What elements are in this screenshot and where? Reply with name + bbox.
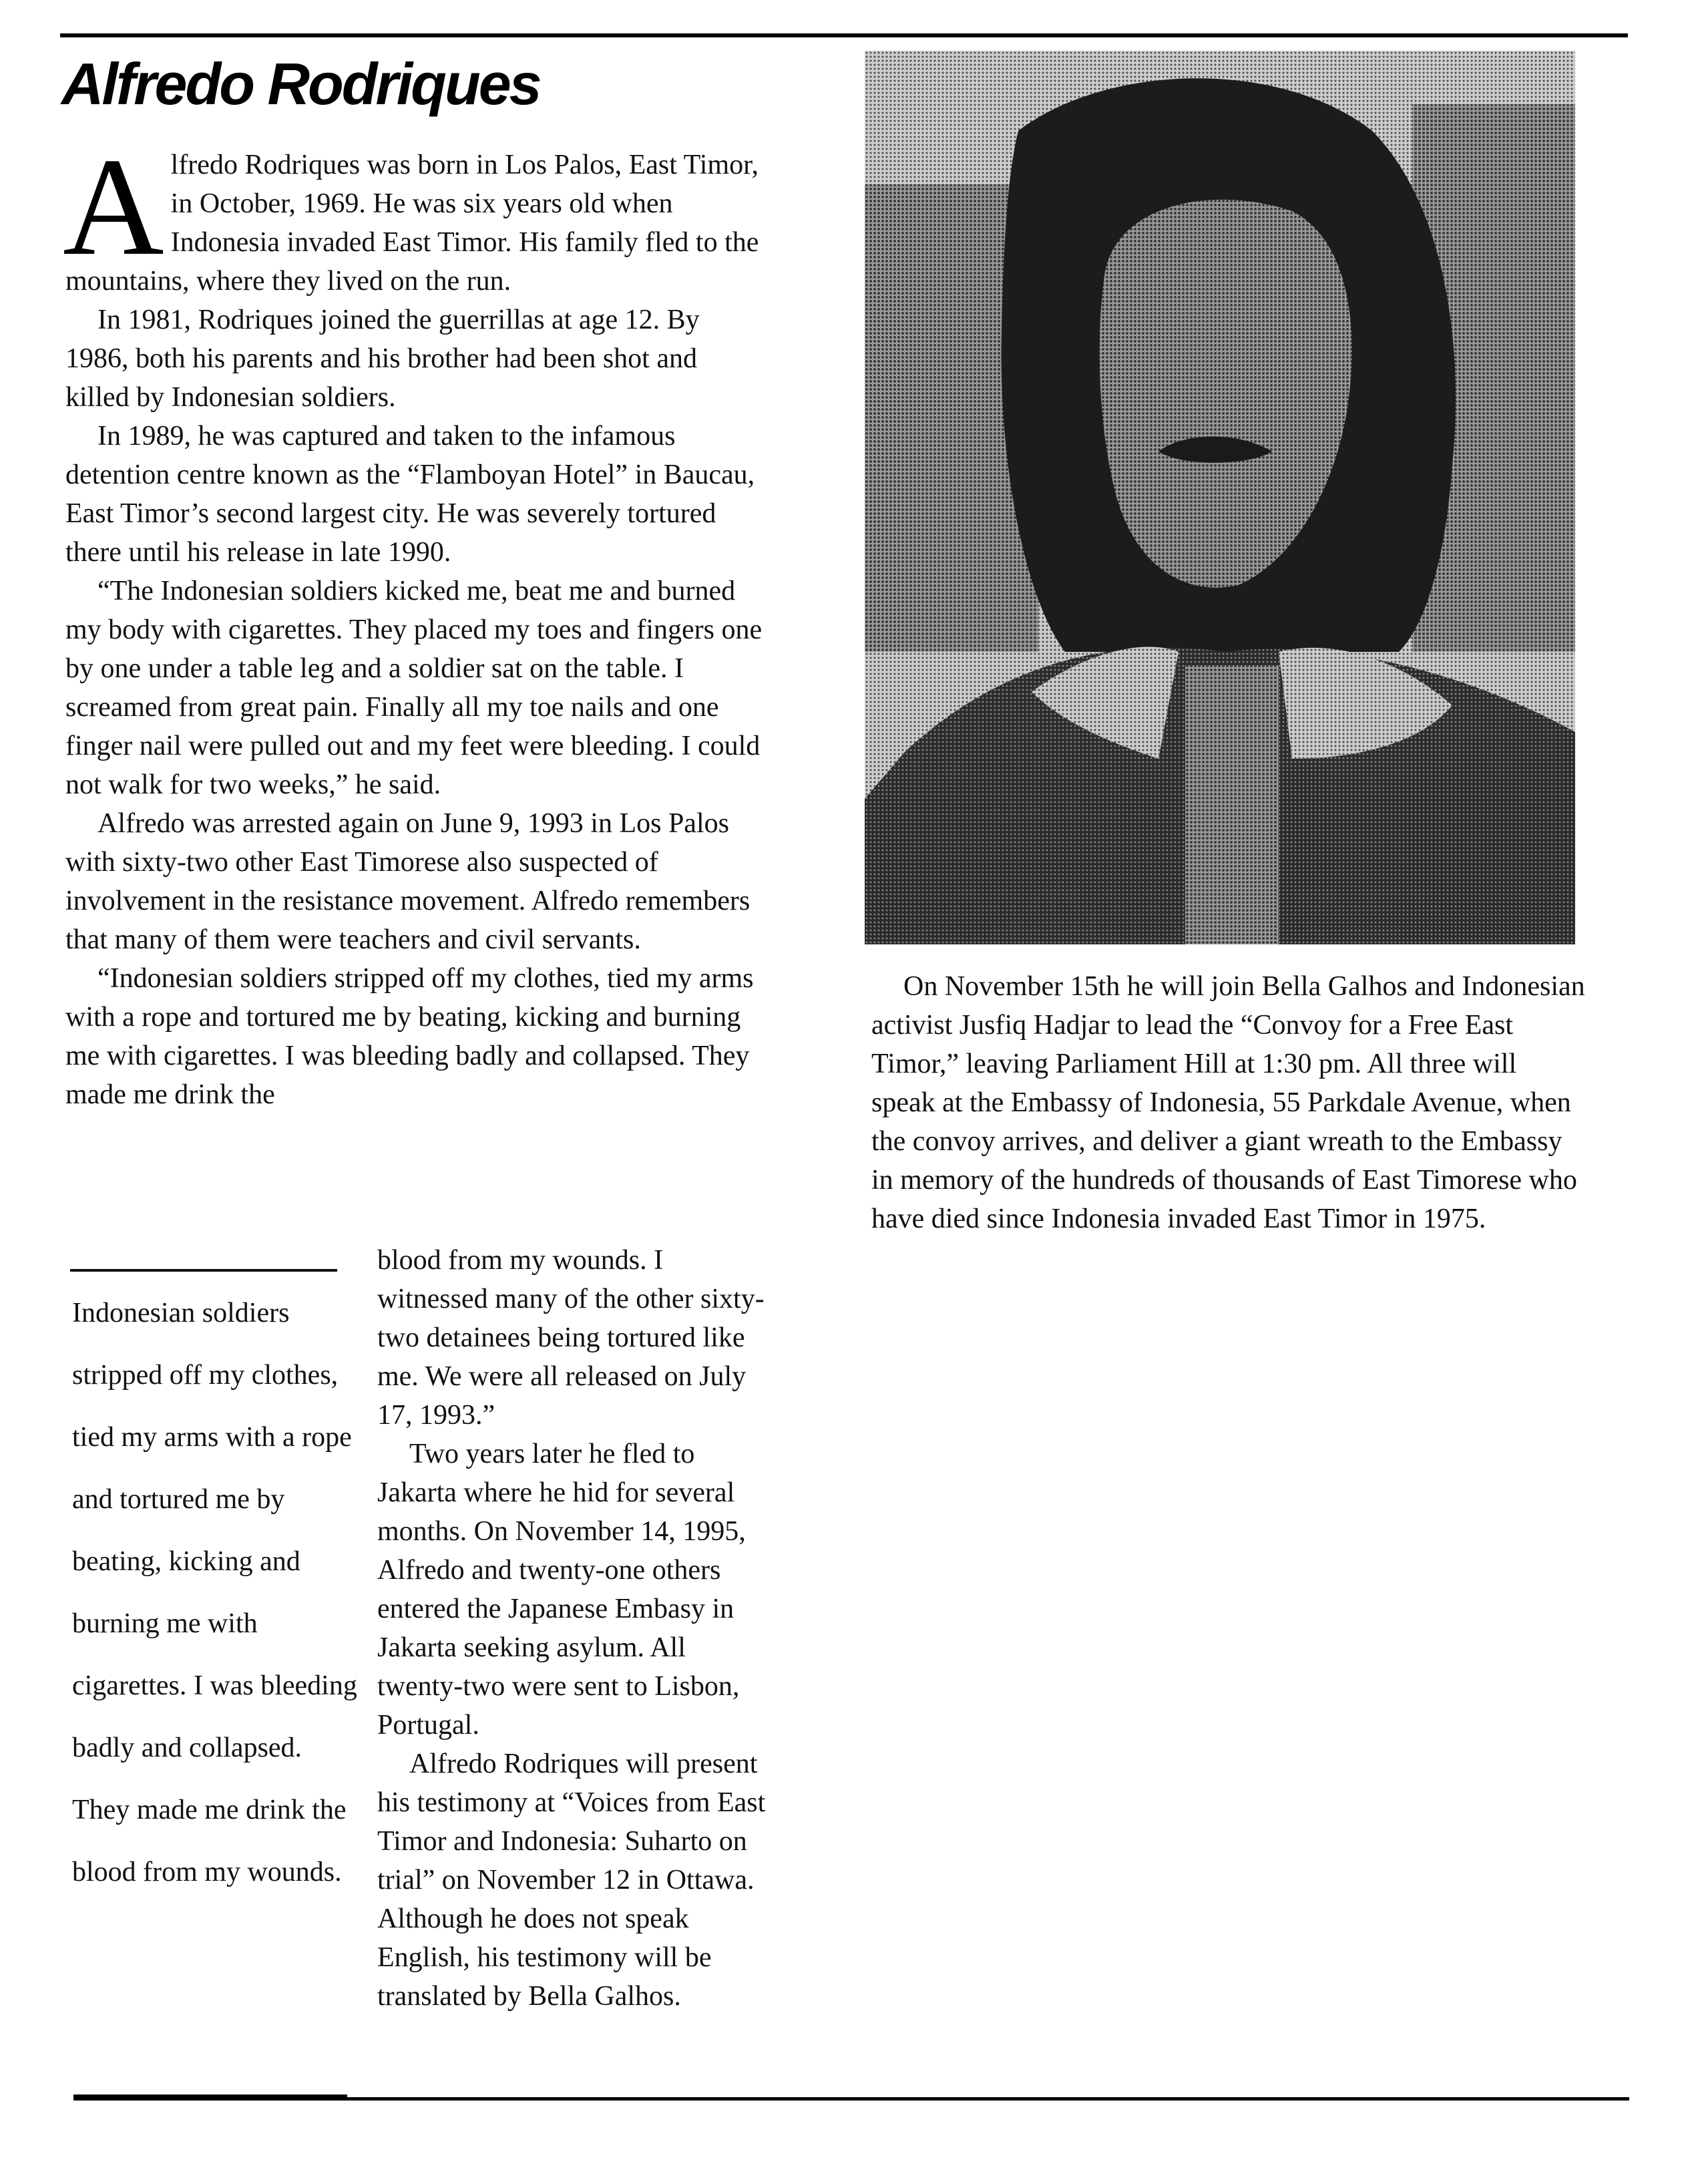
- paragraph-1: Alfredo Rodriques was born in Los Palos, East Timor, in October, 1969. He was six years old when Indonesia invaded East Timor. His family fled to the mountains, where they lived on the run.: [63, 130, 759, 297]
- drop-cap: A: [63, 130, 164, 285]
- paragraph-4: “The Indonesian soldiers kicked me, beat me and burned my body with cigarettes. They placed my toes and fingers one by one under a table leg and a soldier sat on the table. I screamed from great pain. Finally all my toe nails and one finger nail were pulled out and my feet were bleeding. I could not walk for two weeks,” he said.: [65, 576, 763, 800]
- paragraph-5: Alfredo was arrested again on June 9, 1993 in Los Palos with sixty-two other East Timorese also suspected of involvement in the resistance movement. Alfredo remembers that many of them were teachers and civil servants.: [65, 808, 751, 955]
- bottom-rule: [73, 2097, 1629, 2101]
- right-paragraph-1: On November 15th he will join Bella Galhos and Indonesian activist Jusfiq Hadjar to lead the “Convoy for a Free East Timor,” leaving Parliament Hill at 1:30 pm. All three will speak at the Embassy of Indonesia, 55 Parkdale Avenue, when the convoy arrives, and deliver a giant wreath to the Embassy in memory of the hundreds of thousands of East Timorese who have died since Indonesia invaded East Timor in 1975.: [871, 971, 1585, 1234]
- narrow-paragraph-2: Two years later he fled to Jakarta where he hid for several months. On November 14, 1995, Alfredo and twenty-one others entered the Japanese Embasy in Jakarta seeking asylum. All twenty-two were sent to Lisbon, Portugal.: [377, 1439, 746, 1741]
- main-column: [63, 130, 768, 1114]
- portrait-photo: [865, 51, 1575, 944]
- paragraph-3: In 1989, he was captured and taken to the infamous detention centre known as the “Flamboyan Hotel” in Baucau, East Timor’s second largest city. He was severely tortured there until his release in late 1990.: [65, 421, 755, 568]
- shirt-placket: [1185, 665, 1279, 944]
- top-rule: [60, 33, 1628, 37]
- right-column: [871, 967, 1586, 1238]
- article-headline: Alfredo Rodriques: [61, 51, 540, 117]
- pull-quote-rule: [70, 1269, 337, 1272]
- paragraph-6: “Indonesian soldiers stripped off my clothes, tied my arms with a rope and tortured me by beating, kicking and burning me with cigarettes. I was bleeding badly and collapsed. They made me drink the: [65, 963, 754, 1110]
- narrow-paragraph-3: Alfredo Rodriques will present his testimony at “Voices from East Timor and Indonesia: Suharto on trial” on November 12 in Ottawa. Although he does not speak English, his testimony will be translated by Bella Galhos.: [377, 1749, 766, 2012]
- narrow-column: [377, 1241, 768, 2016]
- paragraph-2: In 1981, Rodriques joined the guerrillas at age 12. By 1986, both his parents and his brother had been shot and killed by Indonesian soldiers.: [65, 305, 700, 413]
- pull-quote: Indonesian soldiers stripped off my clothes, tied my arms with a rope and tortured me by beating, kicking and burning me with cigarettes. I was bleeding badly and collapsed. They made me drink the blood from my wounds.: [72, 1298, 357, 1887]
- narrow-paragraph-1: blood from my wounds. I witnessed many of the other sixty-two detainees being tortured like me. We were all released on July 17, 1993.”: [377, 1245, 765, 1431]
- portrait-illustration: [865, 51, 1575, 944]
